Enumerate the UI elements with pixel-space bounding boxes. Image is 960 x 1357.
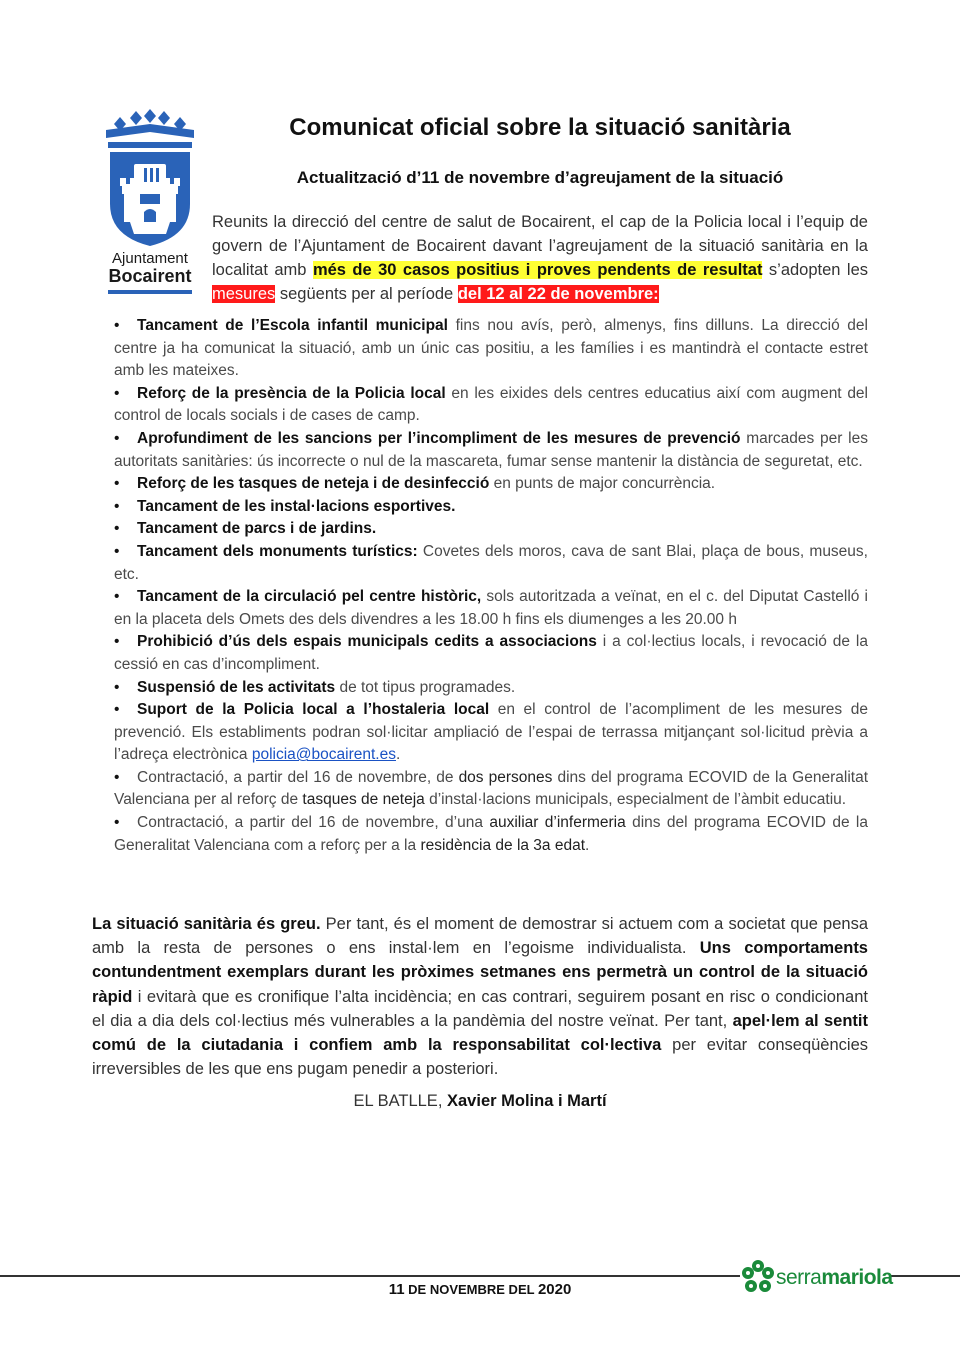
brand-text-serra: serra [776, 1266, 822, 1289]
intro-highlight-mesures: mesures [212, 285, 276, 303]
measure-text: en punts de major concurrència. [489, 475, 716, 493]
intro-text-2: s’adopten les [762, 261, 869, 279]
closing-text: per evitar conseqüències irreversibles de les que ens pugam penedir a posteriori. [92, 1036, 869, 1079]
contract-text: dins del programa ECOVID de la Generalitat Valenciana com a reforç per a la [114, 814, 868, 854]
brand-text-mariola: mariola [821, 1266, 893, 1289]
signature-role: EL BATLLE, [353, 1092, 443, 1110]
intro-text-3: següents per al període [275, 285, 458, 303]
measures-list [114, 315, 868, 857]
coat-of-arms-icon [100, 108, 200, 248]
measure-bold: Tancament de les instal·lacions esportives. [137, 497, 456, 515]
footer-day: 11 [388, 1281, 405, 1298]
list-item [114, 428, 868, 473]
logo-text-ajuntament: Ajuntament [112, 250, 188, 267]
contract-emph: auxiliar d’infermeria [489, 814, 626, 832]
list-item [114, 383, 868, 428]
intro-paragraph [212, 210, 868, 306]
brand-text [776, 1266, 893, 1290]
serramariola-brand [740, 1258, 893, 1298]
contract-emph: dos persones [458, 768, 553, 786]
measure-text: i a col·lectius locals, i revocació de la cessió en cas d’incompliment. [114, 633, 868, 673]
list-item [114, 315, 868, 383]
ajuntament-logo [100, 108, 206, 298]
contract-text: dins del programa ECOVID de la Generalitat Valenciana per al reforç de [114, 768, 868, 809]
measure-text: Covetes dels moros, cava de sant Blai, plaça de bous, museus, etc. [114, 542, 868, 583]
bullet-icon: • [114, 475, 120, 493]
flower-logo-icon [740, 1258, 776, 1298]
bullet-icon: • [114, 317, 120, 334]
closing-bold: apel·lem al sentit comú de la ciutadania i confiem amb la responsabilitat col·lectiva [92, 1011, 868, 1055]
list-item [114, 699, 868, 767]
contract-text: d’instal·lacions municipals, especialment de l’àmbit educatiu. [424, 791, 847, 809]
bullet-icon: • [114, 384, 120, 402]
contract-emph: tasques de neteja [302, 791, 425, 809]
list-item [114, 473, 868, 496]
measure-bold: Suspensió de les activitats [137, 678, 336, 696]
contract-emph: residència de la 3a edat [420, 836, 586, 854]
footer-year: 2020 [537, 1281, 572, 1298]
list-item [114, 677, 868, 700]
closing-paragraph [92, 912, 868, 1081]
bullet-icon: • [114, 633, 120, 651]
list-item [114, 812, 868, 857]
contract-text: Contractació, a partir del 16 de novembre, de [137, 768, 459, 786]
measure-text-tail: . [395, 746, 401, 764]
measure-bold: Reforç de la presència de la Policia local [137, 384, 446, 402]
measure-bold: Aprofundiment de les sancions per l’incompliment de les mesures de prevenció [137, 429, 741, 447]
intro-highlight-period: del 12 al 22 de novembre: [457, 285, 659, 303]
page-title: Comunicat oficial sobre la situació sanitària [289, 114, 791, 141]
measure-bold: Tancament de l’Escola infantil municipal [137, 317, 448, 334]
footer-month: DE NOVEMBRE DEL [404, 1282, 538, 1297]
logo-underline [108, 290, 192, 294]
page-subtitle: Actualització d’11 de novembre d’agreujament de la situació [296, 168, 784, 187]
bullet-icon: • [114, 429, 120, 447]
measure-bold: Tancament de la circulació pel centre històric, [137, 588, 482, 606]
measure-bold: Suport de la Policia local a l’hostaleria local [137, 701, 490, 719]
signature-name: Xavier Molina i Martí [447, 1092, 607, 1110]
intro-text-1: Reunits la direcció del centre de salut de Bocairent, el cap de la Policia local i l’equip de govern de l’Ajuntament de Bocairent davant l’agreujament de la situació sanitària en la localitat amb [212, 213, 868, 279]
measure-bold: Prohibició d’ús dels espais municipals cedits a associacions [137, 633, 597, 651]
bullet-icon: • [114, 542, 120, 560]
closing-bold: Uns comportaments contundentment exemplars durant les pròximes setmanes ens permetrà un control de la situació ràpid [92, 939, 868, 1006]
bullet-icon: • [114, 701, 120, 719]
measure-bold: Reforç de les tasques de neteja i de desinfecció [137, 475, 490, 493]
bullet-icon: • [114, 678, 120, 696]
bullet-icon: • [114, 497, 120, 515]
bullet-icon: • [114, 520, 120, 538]
list-item [114, 518, 868, 541]
closing-text: i evitarà que es cronifique l’alta incidència; en cas contrari, seguirem posant en risc o condicionant el dia a dia dels col·lectius més vulnerables a la pandèmia del nostre veïnat. Per tant, [92, 987, 868, 1030]
measure-text: de tot tipus programades. [335, 678, 516, 696]
list-item [114, 586, 868, 631]
list-item [114, 631, 868, 676]
contract-text: Contractació, a partir del 16 de novembre, d’una [137, 814, 490, 832]
bullet-icon: • [114, 814, 120, 832]
contract-text: . [585, 836, 590, 854]
measure-text: sols autoritzada a veïnat, en el c. del Diputat Castelló i en la placeta dels Omets des dels divendres a les 18.00 h fins els diumenges a les 20.00 h [114, 588, 869, 628]
bullet-icon: • [114, 588, 120, 606]
signature [92, 1092, 868, 1111]
intro-highlight-cases: més de 30 casos positius i proves pendents de resultat [312, 261, 763, 279]
measure-text: marcades per les autoritats sanitàries: ús incorrecte o nul de la mascareta, fumar sense mantenir la distància de seguretat, etc. [114, 429, 868, 470]
measure-bold: Tancament de parcs i de jardins. [137, 520, 377, 538]
measure-text: en el control de l’acompliment de les mesures de prevenció. Els establiments podran sol·licitar ampliació de l’espai de terrassa mitjançant sol·licitud prèvia a l’adreça electrònica [114, 701, 868, 764]
logo-text-bocairent: Bocairent [108, 266, 192, 286]
list-item [114, 767, 868, 812]
closing-text: Per tant, és el moment de demostrar si actuem com a societat que pensa amb la resta de persones o ens instal·lem en l’egoisme individualista. [92, 915, 868, 958]
measure-text: en les eixides dels centres educatius així com augment del control de locals socials i de cases de camp. [114, 384, 869, 425]
list-item [114, 541, 868, 586]
list-item [114, 496, 868, 519]
measure-bold: Tancament dels monuments turístics: [137, 542, 418, 560]
email-link[interactable]: policia@bocairent.es [251, 746, 396, 764]
closing-bold: La situació sanitària és greu. [92, 915, 321, 933]
bullet-icon: • [114, 768, 120, 786]
measure-text: fins nou avís, però, almenys, fins dilluns. La direcció del centre ja ha comunicat la situació, amb un únic cas positiu, a les famílies i es mantindrà el contacte estret amb les mateixes. [114, 317, 868, 380]
